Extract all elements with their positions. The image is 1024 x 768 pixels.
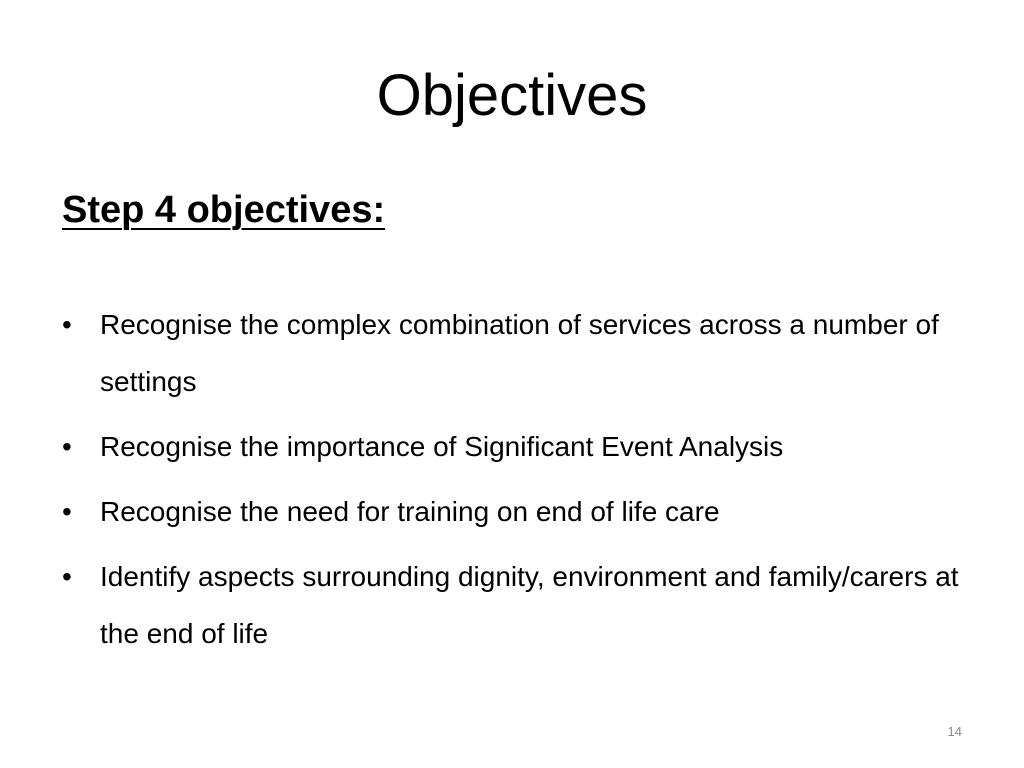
bullet-icon: • xyxy=(62,561,72,592)
bullet-icon: • xyxy=(62,431,72,462)
bullet-icon: • xyxy=(62,309,72,340)
bullet-icon: • xyxy=(62,496,72,527)
list-item xyxy=(60,548,980,662)
page-number: 14 xyxy=(947,724,962,739)
list-item-text: Recognise the complex combination of services across a number of settings xyxy=(100,309,939,397)
list-item-text: Identify aspects surrounding dignity, environment and family/carers at the end of life xyxy=(100,561,959,649)
list-item-text: Recognise the importance of Significant Event Analysis xyxy=(100,431,784,462)
list-item xyxy=(60,418,980,475)
list-item xyxy=(60,296,980,410)
objectives-list xyxy=(60,296,980,670)
list-item xyxy=(60,483,980,540)
slide-title: Objectives xyxy=(376,63,648,128)
list-item-text: Recognise the need for training on end of life care xyxy=(100,496,720,527)
step-heading: Step 4 objectives: xyxy=(62,189,386,231)
